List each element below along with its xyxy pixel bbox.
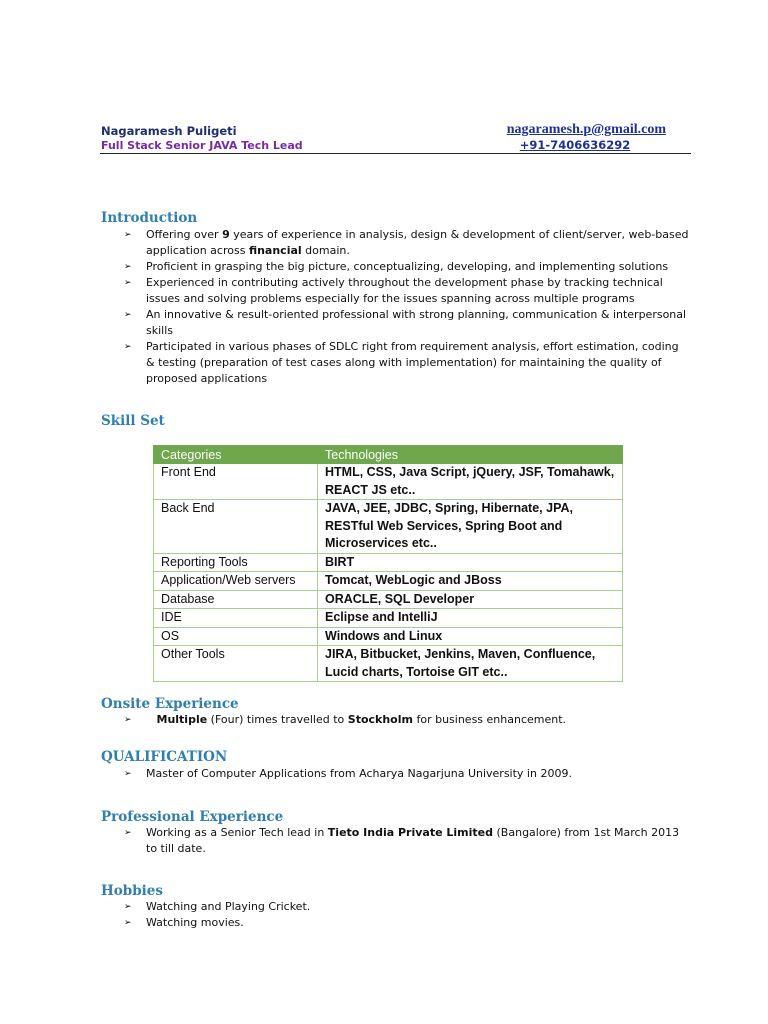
skills-table — [153, 445, 623, 682]
experience-list — [124, 825, 690, 857]
arrow-bullet-icon: ➢ — [124, 902, 132, 912]
table-row — [154, 464, 623, 500]
table-header-row — [154, 446, 623, 464]
introduction-list — [124, 227, 690, 387]
list-item: ➢ Working as a Senior Tech lead in Tieto India Private Limited (Bangalore) from 1st March 2013 to till date. — [124, 826, 680, 855]
arrow-bullet-icon: ➢ — [124, 310, 132, 320]
qualification-heading: QUALIFICATION — [101, 749, 228, 765]
list-item: ➢ Master of Computer Applications from Acharya Nagarjuna University in 2009. — [124, 767, 572, 780]
list-item: ➢ Experienced in contributing actively throughout the development phase by tracking technical issues and solving problems especially for the issues spanning across multiple programs — [124, 276, 663, 305]
table-row — [154, 553, 623, 572]
professional-experience-heading: Professional Experience — [101, 809, 284, 825]
category-cell: Database — [154, 590, 318, 609]
hobbies-heading: Hobbies — [101, 883, 163, 899]
list-item: ➢ Participated in various phases of SDLC right from requirement analysis, effort estimation, coding & testing (preparation of test cases along with implementation) for maintaining the quality of proposed applications — [124, 340, 679, 385]
candidate-name: Nagaramesh Puligeti — [101, 124, 237, 138]
introduction-heading: Introduction — [101, 210, 198, 226]
table-row — [154, 646, 623, 682]
onsite-list — [124, 712, 690, 728]
arrow-bullet-icon: ➢ — [124, 262, 132, 272]
list-item: ➢ An innovative & result-oriented professional with strong planning, communication & interpersonal skills — [124, 308, 687, 337]
table-row — [154, 500, 623, 554]
table-row — [154, 572, 623, 591]
arrow-bullet-icon: ➢ — [124, 278, 132, 288]
phone-link[interactable]: +91-7406636292 — [519, 138, 631, 152]
arrow-bullet-icon: ➢ — [124, 342, 132, 352]
onsite-experience-heading: Onsite Experience — [101, 696, 239, 712]
technology-cell: Eclipse and IntelliJ — [318, 609, 623, 628]
list-item: ➢ Offering over 9 years of experience in analysis, design & development of client/server, web-based application across financial domain. — [124, 228, 689, 257]
table-row — [154, 627, 623, 646]
technology-cell: JAVA, JEE, JDBC, Spring, Hibernate, JPA, RESTful Web Services, Spring Boot and Microservices etc.. — [318, 500, 623, 554]
arrow-bullet-icon: ➢ — [124, 828, 132, 838]
candidate-role: Full Stack Senior JAVA Tech Lead — [101, 139, 303, 152]
technology-cell: Windows and Linux — [318, 627, 623, 646]
technology-cell: ORACLE, SQL Developer — [318, 590, 623, 609]
hobbies-list — [124, 899, 690, 931]
table-row — [154, 590, 623, 609]
arrow-bullet-icon: ➢ — [124, 918, 132, 928]
category-cell: OS — [154, 627, 318, 646]
email-link[interactable]: nagaramesh.p@gmail.com — [506, 122, 666, 137]
list-item: ➢ Watching movies. — [124, 916, 244, 929]
arrow-bullet-icon: ➢ — [124, 769, 132, 779]
table-row — [154, 609, 623, 628]
technology-cell: JIRA, Bitbucket, Jenkins, Maven, Confluence, Lucid charts, Tortoise GIT etc.. — [318, 646, 623, 682]
technology-cell: Tomcat, WebLogic and JBoss — [318, 572, 623, 591]
list-item: ➢ Proficient in grasping the big picture, conceptualizing, developing, and implementing solutions — [124, 260, 669, 273]
category-cell: Front End — [154, 464, 318, 500]
column-header: Categories — [154, 446, 318, 464]
category-cell: IDE — [154, 609, 318, 628]
category-cell: Application/Web servers — [154, 572, 318, 591]
category-cell: Reporting Tools — [154, 553, 318, 572]
category-cell: Other Tools — [154, 646, 318, 682]
technology-cell: BIRT — [318, 553, 623, 572]
list-item: ➢ Watching and Playing Cricket. — [124, 900, 311, 913]
qualification-list — [124, 766, 690, 782]
technology-cell: HTML, CSS, Java Script, jQuery, JSF, Tomahawk, REACT JS etc.. — [318, 464, 623, 500]
list-item: ➢ Multiple (Four) times travelled to Stockholm for business enhancement. — [124, 713, 567, 726]
skill-set-heading: Skill Set — [101, 413, 165, 429]
column-header: Technologies — [318, 446, 623, 464]
header-divider — [100, 153, 691, 154]
arrow-bullet-icon: ➢ — [124, 230, 132, 240]
arrow-bullet-icon: ➢ — [124, 715, 132, 725]
category-cell: Back End — [154, 500, 318, 554]
